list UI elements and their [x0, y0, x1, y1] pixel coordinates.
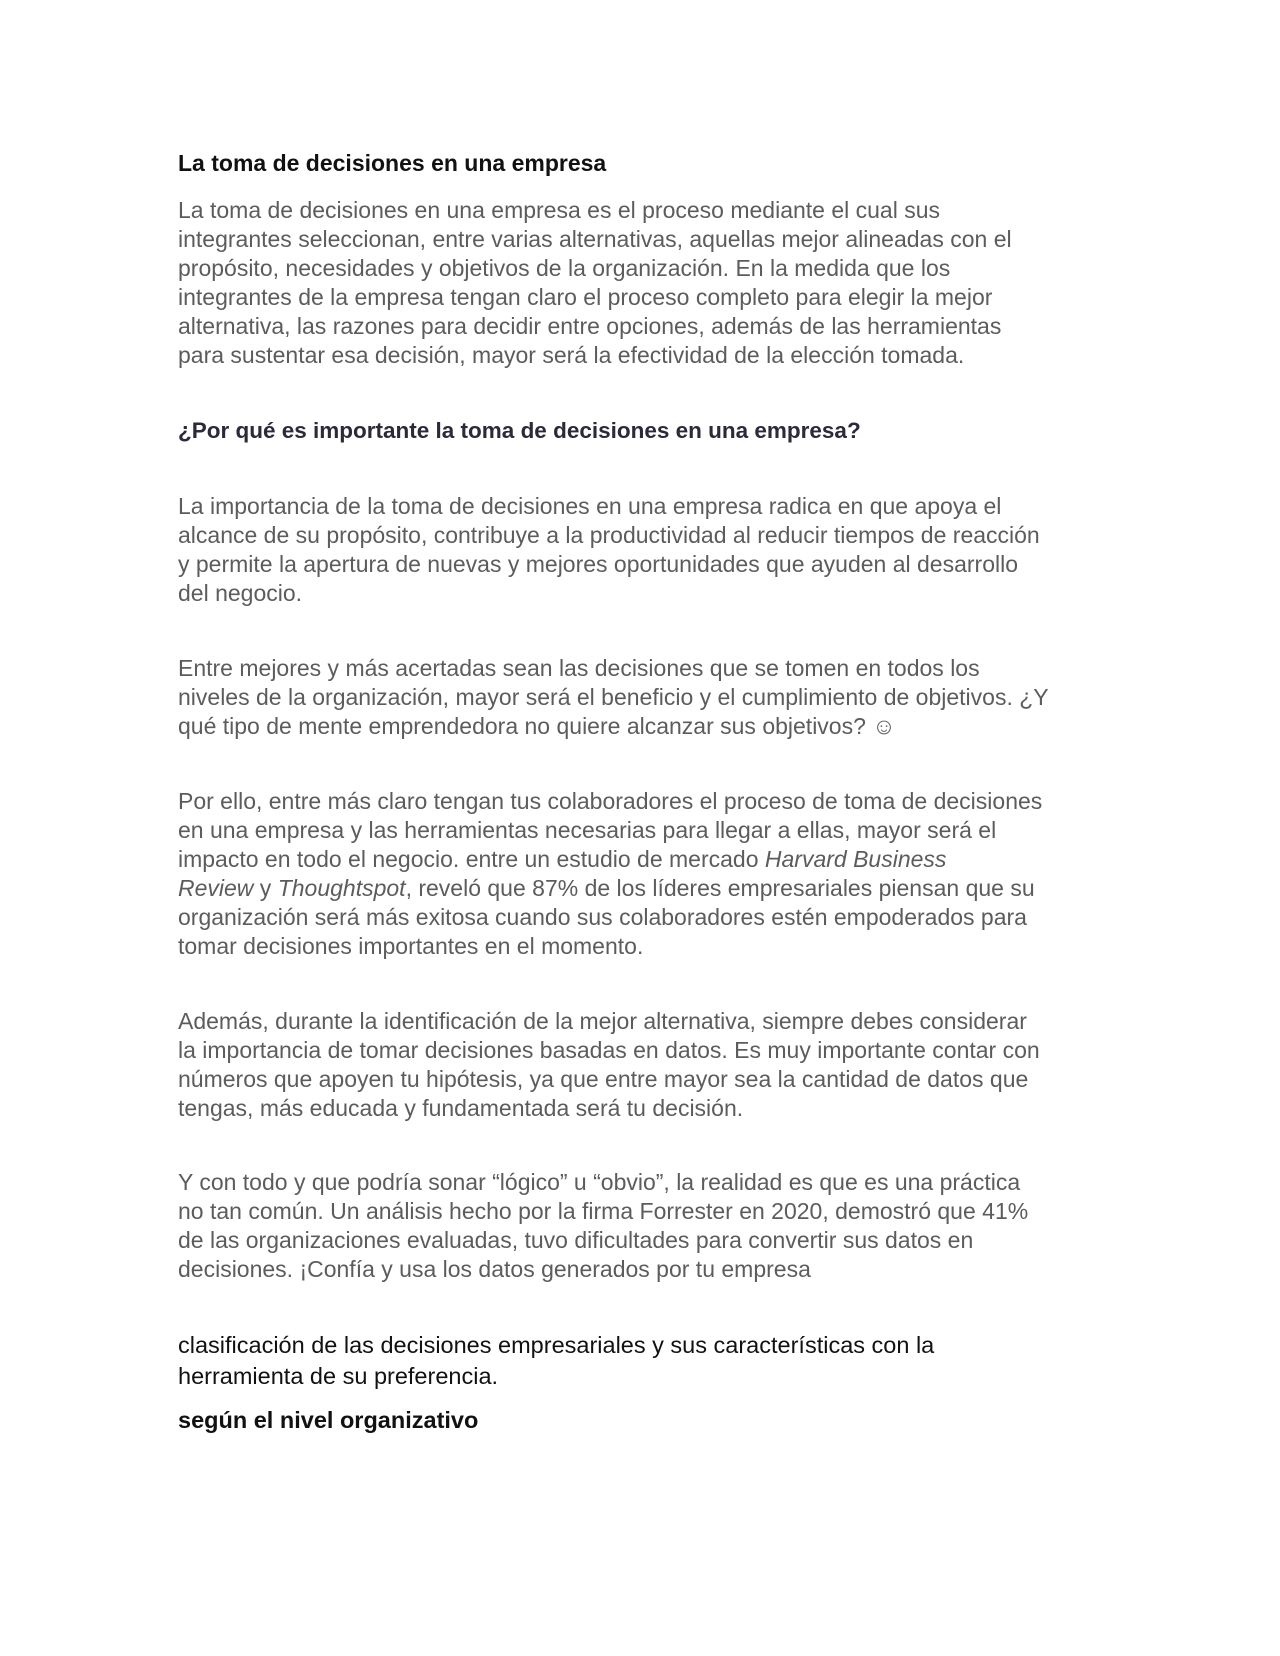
- study-text: y: [253, 875, 278, 901]
- intro-paragraph: [178, 196, 1012, 370]
- study-line: Por ello, entre más claro tengan tus colaboradores el proceso de toma de decisiones: [178, 788, 1043, 814]
- better-line: Entre mejores y más acertadas sean las decisiones que se tomen en todos los: [178, 655, 980, 681]
- study-line: [178, 845, 1042, 874]
- classification-line: herramienta de su preferencia.: [178, 1363, 499, 1389]
- forrester-line: no tan común. Un análisis hecho por la firma Forrester en 2020, demostró que 41%: [178, 1198, 1029, 1224]
- section-heading-importance: ¿Por qué es importante la toma de decisiones en una empresa?: [178, 418, 861, 443]
- data-line: números que apoyen tu hipótesis, ya que entre mayor sea la cantidad de datos que: [178, 1066, 1029, 1092]
- study-line: [178, 874, 1042, 903]
- forrester-line: decisiones. ¡Confía y usa los datos generados por tu empresa: [178, 1256, 811, 1282]
- intro-line: La toma de decisiones en una empresa es el proceso mediante el cual sus: [178, 197, 941, 223]
- study-line: en una empresa y las herramientas necesarias para llegar a ellas, mayor será el: [178, 817, 997, 843]
- importance-paragraph: [178, 492, 1040, 608]
- study-source-italic: Thoughtspot: [277, 875, 406, 901]
- data-line: Además, durante la identificación de la mejor alternativa, siempre debes considerar: [178, 1008, 1027, 1034]
- forrester-paragraph: [178, 1168, 1028, 1284]
- data-line: la importancia de tomar decisiones basadas en datos. Es muy importante contar con: [178, 1037, 1040, 1063]
- data-line: tengas, más educada y fundamentada será tu decisión.: [178, 1095, 744, 1121]
- importance-line: La importancia de la toma de decisiones en una empresa radica en que apoya el: [178, 493, 1002, 519]
- study-source-italic: Harvard Business: [764, 846, 947, 872]
- study-source-italic: Review: [178, 875, 254, 901]
- intro-line: para sustentar esa decisión, mayor será la efectividad de la elección tomada.: [178, 342, 965, 368]
- intro-line: propósito, necesidades y objetivos de la organización. En la medida que los: [178, 255, 951, 281]
- document-title: La toma de decisiones en una empresa: [178, 150, 607, 176]
- forrester-line: Y con todo y que podría sonar “lógico” u “obvio”, la realidad es que es una práctica: [178, 1169, 1021, 1195]
- study-paragraph: [178, 787, 1042, 961]
- document-page: [178, 0, 1108, 1656]
- better-line: niveles de la organización, mayor será el beneficio y el cumplimiento de objetivos. ¿Y: [178, 684, 1049, 710]
- intro-line: integrantes seleccionan, entre varias alternativas, aquellas mejor alineadas con el: [178, 226, 1012, 252]
- study-text: , reveló que 87% de los líderes empresariales piensan que su: [405, 875, 1035, 901]
- better-line: qué tipo de mente emprendedora no quiere alcanzar sus objetivos? ☺: [178, 713, 896, 739]
- study-line: organización será más exitosa cuando sus colaboradores estén empoderados para: [178, 904, 1027, 930]
- data-driven-paragraph: [178, 1007, 1040, 1123]
- study-line: tomar decisiones importantes en el momento.: [178, 933, 644, 959]
- classification-paragraph: [178, 1330, 934, 1392]
- classification-line: clasificación de las decisiones empresariales y sus características con la: [178, 1332, 935, 1358]
- importance-line: y permite la apertura de nuevas y mejores oportunidades que ayuden al desarrollo: [178, 551, 1019, 577]
- importance-line: alcance de su propósito, contribuye a la productividad al reducir tiempos de reacción: [178, 522, 1040, 548]
- intro-line: integrantes de la empresa tengan claro el proceso completo para elegir la mejor: [178, 284, 993, 310]
- study-text: impacto en todo el negocio. entre un estudio de mercado: [178, 846, 765, 872]
- importance-line: del negocio.: [178, 580, 303, 606]
- level-heading: según el nivel organizativo: [178, 1407, 479, 1433]
- better-decisions-paragraph: [178, 654, 1049, 741]
- forrester-line: de las organizaciones evaluadas, tuvo dificultades para convertir sus datos en: [178, 1227, 974, 1253]
- intro-line: alternativa, las razones para decidir entre opciones, además de las herramientas: [178, 313, 1002, 339]
